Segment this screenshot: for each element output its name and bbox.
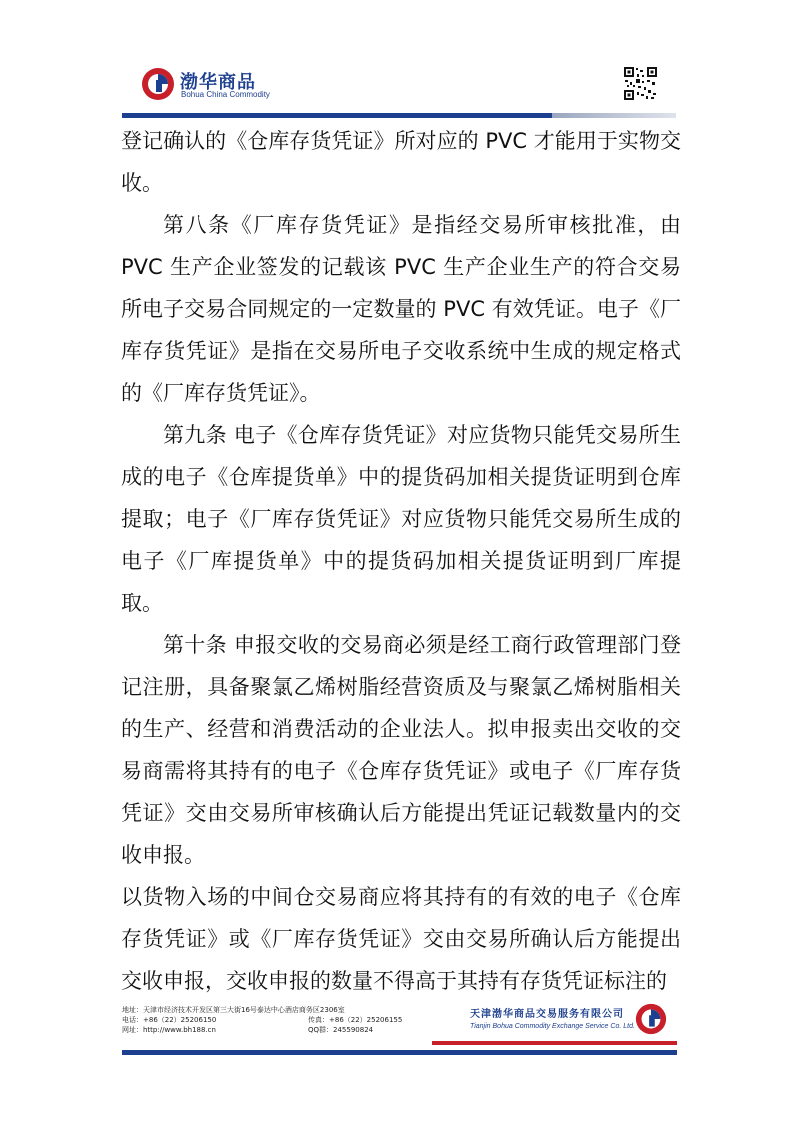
logo-chinese-name: 渤华商品 (180, 72, 256, 93)
logo-english-name: Bohua China Commodity (181, 90, 270, 99)
header-divider (122, 113, 552, 118)
bohua-logo-icon (634, 1002, 668, 1036)
paragraph-article-9: 第九条 电子《仓库存货凭证》对应货物只能凭交易所生成的电子《仓库提货单》中的提货码加相关提货证明到仓库提取；电子《厂库存货凭证》对应货物只能凭交易所生成的电子《厂库提货单》中的提货码加相关提货证明到厂库提取。 (121, 423, 681, 615)
header-divider-fade (552, 113, 676, 118)
paragraph: 以货物入场的中间仓交易商应将其持有的有效的电子《仓库存货凭证》或《厂库存货凭证》交由交易所确认后方能提出交收申报，交收申报的数量不得高于其持有存货凭证标注的 (121, 885, 681, 993)
footer-qq: QQ群：245590824 (308, 1026, 374, 1034)
footer-contact-info (122, 1005, 432, 1035)
header-logo (140, 66, 280, 108)
footer-company-en: Tianjin Bohua Commodity Exchange Service Co. Ltd. (470, 1023, 635, 1030)
paragraph: 登记确认的《仓库存货凭证》所对应的 PVC 才能用于实物交收。 (121, 129, 681, 195)
footer-website[interactable]: 网址：http://www.bh188.cn (122, 1026, 216, 1034)
footer-fax: 传真：+86（22）25206155 (308, 1016, 403, 1024)
qr-code-icon (623, 66, 658, 101)
footer-address: 地址：天津市经济技术开发区第三大街16号泰达中心酒店商务区2306室 (122, 1006, 345, 1014)
paragraph-article-8: 第八条《厂库存货凭证》是指经交易所审核批准，由 PVC 生产企业签发的记载该 PVC 生产企业生产的符合交易所电子交易合同规定的一定数量的 PVC 有效凭证。电子《厂库存货凭证》是指在交易所电子交收系统中生成的规定格式的《厂库存货凭证》。 (121, 213, 681, 405)
footer-phone: 电话：+86（22）25206150 (122, 1016, 217, 1024)
footer-divider-red (432, 1041, 677, 1045)
footer-brand (470, 1005, 635, 1030)
paragraph-article-10: 第十条 申报交收的交易商必须是经工商行政管理部门登记注册，具备聚氯乙烯树脂经营资质及与聚氯乙烯树脂相关的生产、经营和消费活动的企业法人。拟申报卖出交收的交易商需将其持有的电子《仓库存货凭证》或电子《厂库存货凭证》交由交易所审核确认后方能提出凭证记载数量内的交收申报。 (121, 633, 681, 867)
bohua-logo-icon (140, 66, 176, 102)
footer-divider-blue (122, 1050, 677, 1055)
document-body (121, 120, 681, 1002)
footer-company-cn: 天津渤华商品交易服务有限公司 (470, 1009, 624, 1020)
